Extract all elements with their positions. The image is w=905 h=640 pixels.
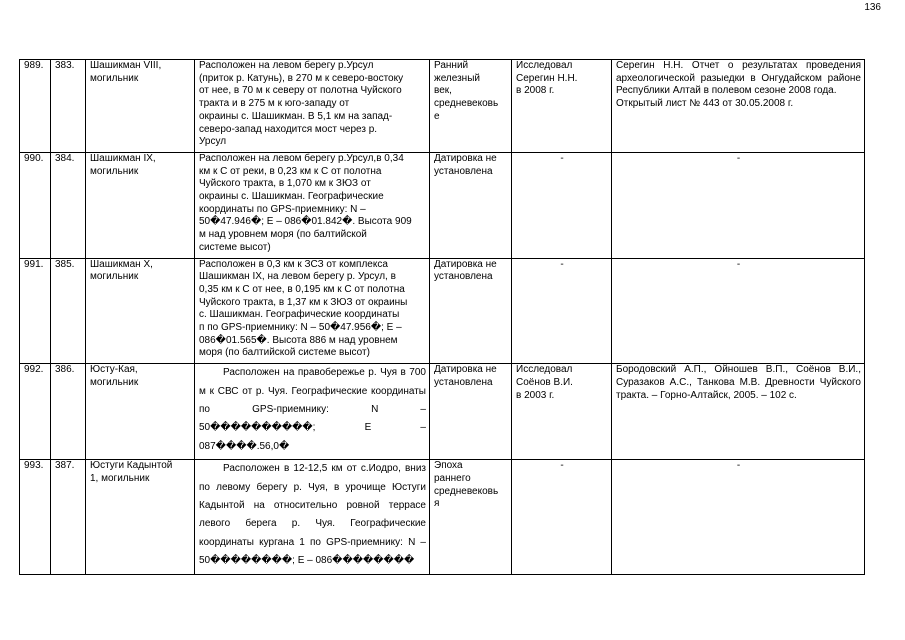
monuments-table <box>19 59 865 575</box>
dating: Датировка не установлена <box>430 364 512 460</box>
monument-name: Шашикман IX, могильник <box>86 152 195 258</box>
table-row <box>20 258 865 364</box>
research: Исследовал Серегин Н.Н. в 2008 г. <box>512 60 612 153</box>
row-number: 991. <box>20 258 51 364</box>
row-number: 989. <box>20 60 51 153</box>
dating: Датировка не установлена <box>430 152 512 258</box>
sub-number: 383. <box>51 60 86 153</box>
monument-name: Юсту-Кая, могильник <box>86 364 195 460</box>
location-description: Расположен на левом берегу р.Урсул,в 0,34 км к С от реки, в 0,23 км к С от полотна Чуйского тракта, в 1,070 км к ЗЮЗ от окраины с. Шашикман. Географические координаты по GPS-приемнику: N – 50�47.946�; E – 086�01.842�. Высота 909 м над уровнем моря (по балтийской системе высот) <box>195 152 430 258</box>
table-row <box>20 60 865 153</box>
page-number: 136 <box>864 2 881 13</box>
location-description: Расположен на правобережье р. Чуя в 700 м к СВС от р. Чуя. Географические координаты по GPS-приемнику: N – 50����������; E – 087����.56,0� <box>195 364 430 460</box>
source: Бородовский А.П., Ойношев В.П., Соёнов В.И., Суразаков А.С., Танкова М.В. Древности Чуйского тракта. – Горно-Алтайск, 2005. – 102 с. <box>612 364 865 460</box>
sub-number: 387. <box>51 460 86 574</box>
research: - <box>512 152 612 258</box>
row-number: 992. <box>20 364 51 460</box>
location-description: Расположен на левом берегу р.Урсул (приток р. Катунь), в 270 м к северо-востоку от нее, в 70 м к северу от полотна Чуйского тракта и в 275 м к юго-западу от окраины с. Шашикман. В 5,1 км на запад- северо-запад находится мост через р. Урсул <box>195 60 430 153</box>
table-row <box>20 152 865 258</box>
research: - <box>512 258 612 364</box>
research: - <box>512 460 612 574</box>
location-description: Расположен в 0,3 км к ЗСЗ от комплекса Шашикман IX, на левом берегу р. Урсул, в 0,35 км к С от нее, в 0,195 км к С от полотна Чуйского тракта, в 1,37 км к ЗЮЗ от окраины с. Шашикман. Географические координаты п по GPS-приемнику: N – 50�47.956�; E – 086�01.565�. Высота 886 м над уровнем моря (по балтийской системе высот) <box>195 258 430 364</box>
monument-name: Шашикман VIII, могильник <box>86 60 195 153</box>
monument-name: Юстуги Кадынтой 1, могильник <box>86 460 195 574</box>
sub-number: 386. <box>51 364 86 460</box>
dating: Эпоха раннего средневековь я <box>430 460 512 574</box>
source: - <box>612 258 865 364</box>
source: Серегин Н.Н. Отчет о результатах проведения археологической разыедки в Онгудайском районе Республики Алтай в полевом сезоне 2008 года. Открытый лист № 443 от 30.05.2008 г. <box>612 60 865 153</box>
research: Исследовал Соёнов В.И. в 2003 г. <box>512 364 612 460</box>
location-description: Расположен в 12-12,5 км от с.Иодро, вниз по левому берегу р. Чуя, в урочище Юстуги Кадынтой на относительно ровной террасе левого берега р. Чуя. Географические координаты кургана 1 по GPS-приемнику: N – 50��������; E – 086�������� <box>195 460 430 574</box>
dating: Датировка не установлена <box>430 258 512 364</box>
source: - <box>612 460 865 574</box>
row-number: 993. <box>20 460 51 574</box>
sub-number: 385. <box>51 258 86 364</box>
dating: Ранний железный век, средневековь е <box>430 60 512 153</box>
table-row <box>20 364 865 460</box>
table-row <box>20 460 865 574</box>
monument-name: Шашикман X, могильник <box>86 258 195 364</box>
source: - <box>612 152 865 258</box>
sub-number: 384. <box>51 152 86 258</box>
row-number: 990. <box>20 152 51 258</box>
